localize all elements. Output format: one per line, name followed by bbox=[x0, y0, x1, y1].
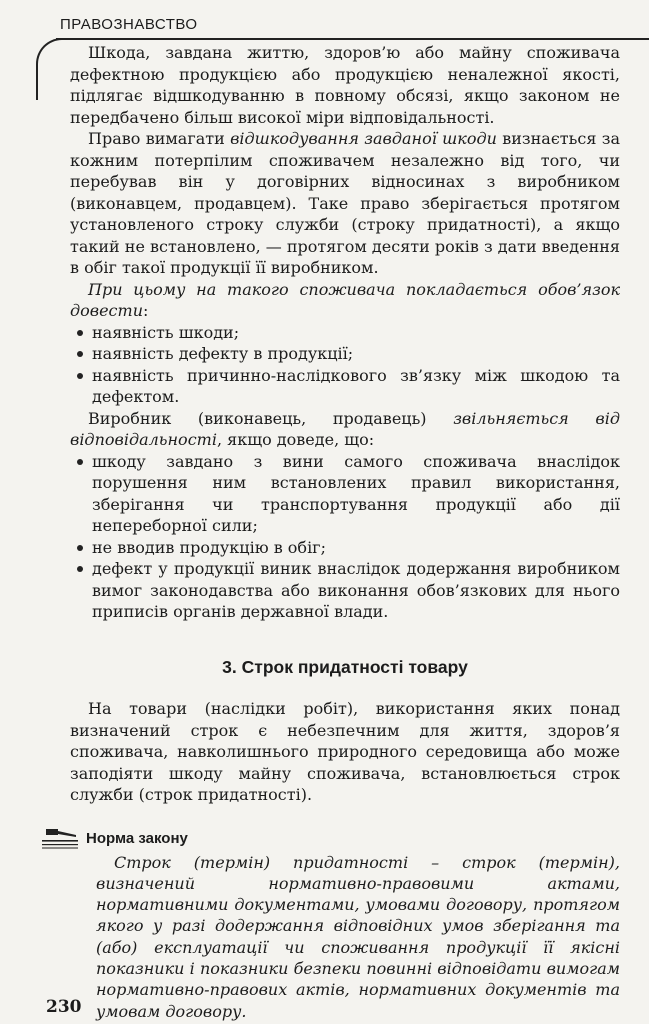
norm-text bbox=[96, 852, 620, 1022]
paragraph-2 bbox=[70, 128, 620, 279]
page-number: 230 bbox=[46, 997, 82, 1017]
header-curve bbox=[36, 38, 62, 100]
list-item: шкоду завдано з вини самого споживача внаслідок порушення ним встановлених правил використання, зберігання чи транспортування продукції або дії непереборної сили; bbox=[70, 451, 620, 537]
list-item: дефект у продукції виник внаслідок додержання виробником вимог законодавства або виконання обов’язкових для нього приписів органів державної влади. bbox=[70, 558, 620, 623]
list-item: наявність шкоди; bbox=[70, 322, 620, 344]
norm-heading bbox=[42, 826, 620, 850]
header-title: ПРАВОЗНАВСТВО bbox=[60, 16, 198, 33]
proof-list bbox=[70, 322, 620, 408]
list-item: наявність дефекту в продукції; bbox=[70, 343, 620, 365]
paragraph-2-start: Право вимагати bbox=[88, 129, 231, 148]
paragraph-4-start: Виробник (виконавець, продавець) bbox=[88, 408, 454, 428]
list-item: наявність причинно-наслідкового зв’язку між шкодою та дефектом. bbox=[70, 365, 620, 408]
paragraph-3 bbox=[70, 279, 620, 322]
page-header bbox=[0, 10, 649, 40]
exemption-list bbox=[70, 451, 620, 623]
list-item: не вводив продукцію в обіг; bbox=[70, 537, 620, 559]
section-title: 3. Строк придатності товару bbox=[222, 656, 468, 677]
header-rule bbox=[56, 38, 649, 40]
norm-title: Норма закону bbox=[86, 829, 188, 847]
paragraph-2-end: визнається за кожним потерпілим споживачем незалежно від того, чи перебував він у договірних відносинах з виробником (виконавцем, продавцем). Таке право зберігається протягом установленого строку служби (строку придатності), а якщо такий не встановлено, — протягом десяти років з дати введення в обіг такої продукції її виробником. bbox=[70, 129, 620, 277]
paragraph-4 bbox=[70, 408, 620, 451]
paragraph-4-end: , якщо доведе, що: bbox=[216, 430, 375, 449]
gavel-icon bbox=[42, 826, 78, 850]
paragraph-2-emphasis: відшкодування завданої шкоди bbox=[230, 129, 497, 148]
norm-paragraph: Строк (термін) придатності – строк (термін), визначений нормативно-правовими актами, нормативними документами, умовами договору, протягом якого у разі додержання відповідних умов зберігання та (або) експлуатації чи споживання продукції її якісні показники і показники безпеки повинні відповідати вимогам нормативно-правових актів, нормативних документів та умовам договору. bbox=[96, 852, 620, 1021]
section-paragraph: На товари (наслідки робіт), використання яких понад визначений строк є небезпечним для життя, здоров’я споживача, навколишнього природного середовища або може заподіяти шкоду майну споживача, встановлюється строк служби (строк придатності). bbox=[70, 699, 620, 804]
page-content bbox=[70, 42, 620, 1022]
paragraph-4-emphasis: звільняється від відповідальності bbox=[70, 408, 620, 449]
paragraph-3-emphasis: При цьому на такого споживача покладається обов’язок довести bbox=[70, 279, 620, 320]
paragraph-1: Шкода, завдана життю, здоров’ю або майну споживача дефектною продукцією або продукцією неналежної якості, підлягає відшкодуванню в повному обсязі, якщо законом не передбачено більш високої міри відповідальності. bbox=[70, 43, 620, 127]
paragraph-3-end: : bbox=[143, 301, 149, 320]
